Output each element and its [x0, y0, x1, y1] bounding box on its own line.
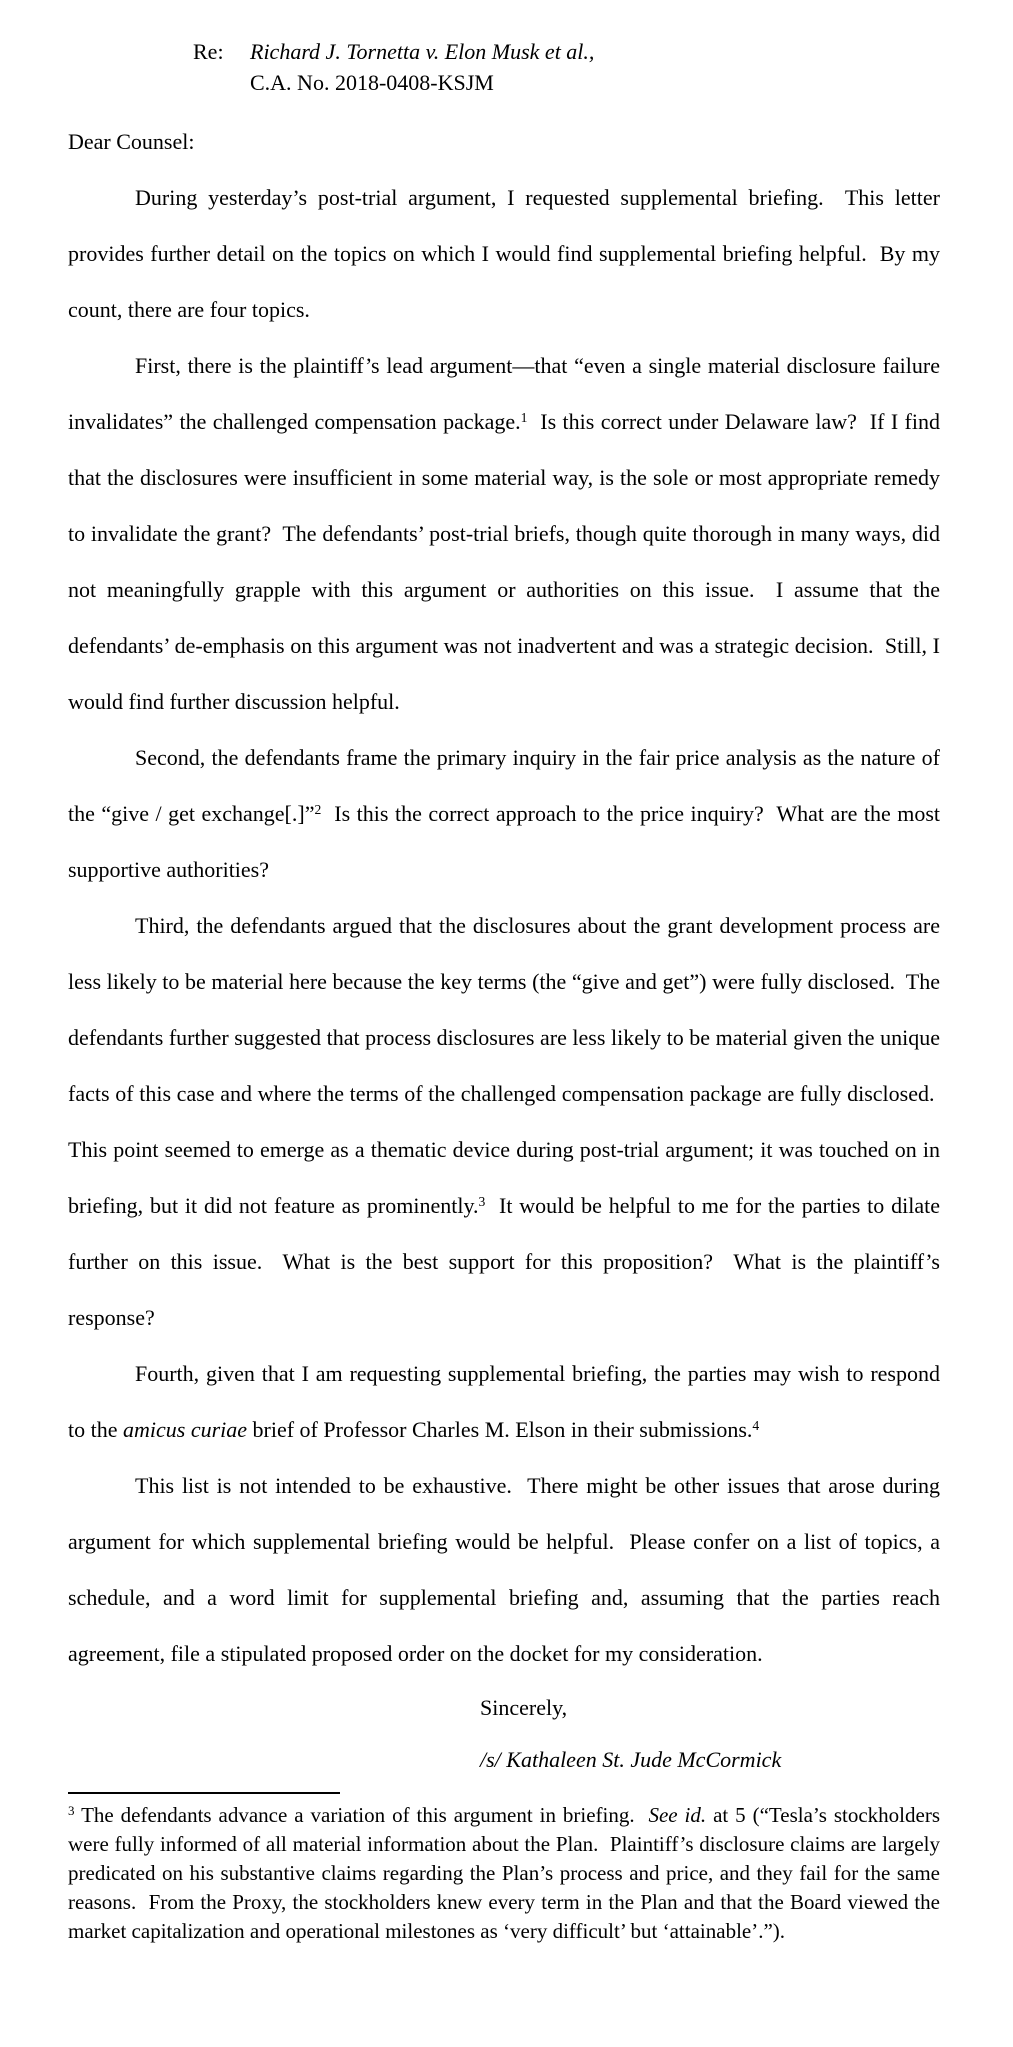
paragraph-intro: During yesterday’s post-trial argument, I requested supplemental briefing. This letter provides further detail on the topics on which I would find supplemental briefing helpful. By my count, there are four topics. — [68, 185, 940, 322]
footnote-separator — [68, 1792, 340, 1794]
closing: Sincerely, — [480, 1695, 568, 1720]
paragraph-second-topic: Second, the defendants frame the primary inquiry in the fair price analysis as the nature of the “give / get exchange[.]”$^2$ Is this the correct approach to the price inquiry? What are the most supportive authorities? — [68, 745, 941, 882]
footnote-3: $^3$ The defendants advance a variation of this argument in briefing. See id. at 5 (“Tesla’s stockholders were fully informed of all material information about the Plan. Plaintiff’s disclosure claims are largely predicated on his substantive claims regarding the Plan’s process and price, and they fail for the same reasons. From the Proxy, the stockholders knew every term in the Plan and that the Board viewed the market capitalization and operational milestones as ‘very difficult’ but ‘attainable’.”). — [68, 1802, 940, 1943]
signature: /s/ Kathaleen St. Jude McCormick — [480, 1747, 782, 1772]
re-block — [193, 36, 940, 98]
case-name: Richard J. Tornetta v. Elon Musk et al., — [250, 39, 595, 64]
case-number: C.A. No. 2018-0408-KSJM — [250, 70, 494, 95]
paragraph-fourth-topic: Fourth, given that I am requesting supplemental briefing, the parties may wish to respond to the amicus curiae brief of Professor Charles M. Elson in their submissions.$^4$ — [68, 1361, 940, 1442]
paragraph-closing-instructions: This list is not intended to be exhaustive. There might be other issues that arose during argument for which supplemental briefing would be helpful. Please confer on a list of topics, a schedule, and a word limit for supplemental briefing and, assuming that the parties reach agreement, file a stipulated proposed order on the docket for my consideration. — [68, 1473, 940, 1666]
salutation: Dear Counsel: — [68, 129, 195, 154]
letter-body — [68, 170, 940, 1682]
paragraph-third-topic: Third, the defendants argued that the disclosures about the grant development process are less likely to be material here because the key terms (the “give and get”) were fully disclosed. The defendants further suggested that process disclosures are less likely to be material given the unique facts of this case and where the terms of the challenged compensation package are fully disclosed. This point seemed to emerge as a thematic device during post-trial argument; it was touched on in briefing, but it did not feature as prominently.$^3$ It would be helpful to me for the parties to dilate further on this issue. What is the best support for this proposition? What is the plaintiff’s response? — [68, 913, 940, 1330]
re-label: Re: — [193, 39, 224, 64]
re-content — [250, 36, 594, 98]
paragraph-first-topic: First, there is the plaintiff’s lead argument—that “even a single material disclosure failure invalidates” the challenged compensation package.$^1$ Is this correct under Delaware law? If I find that the disclosures were insufficient in some material way, is the sole or most appropriate remedy to invalidate the grant? The defendants’ post-trial briefs, though quite thorough in many ways, did not meaningfully grapple with this argument or authorities on this issue. I assume that the defendants’ de-emphasis on this argument was not inadvertent and was a strategic decision. Still, I would find further discussion helpful. — [68, 353, 940, 714]
